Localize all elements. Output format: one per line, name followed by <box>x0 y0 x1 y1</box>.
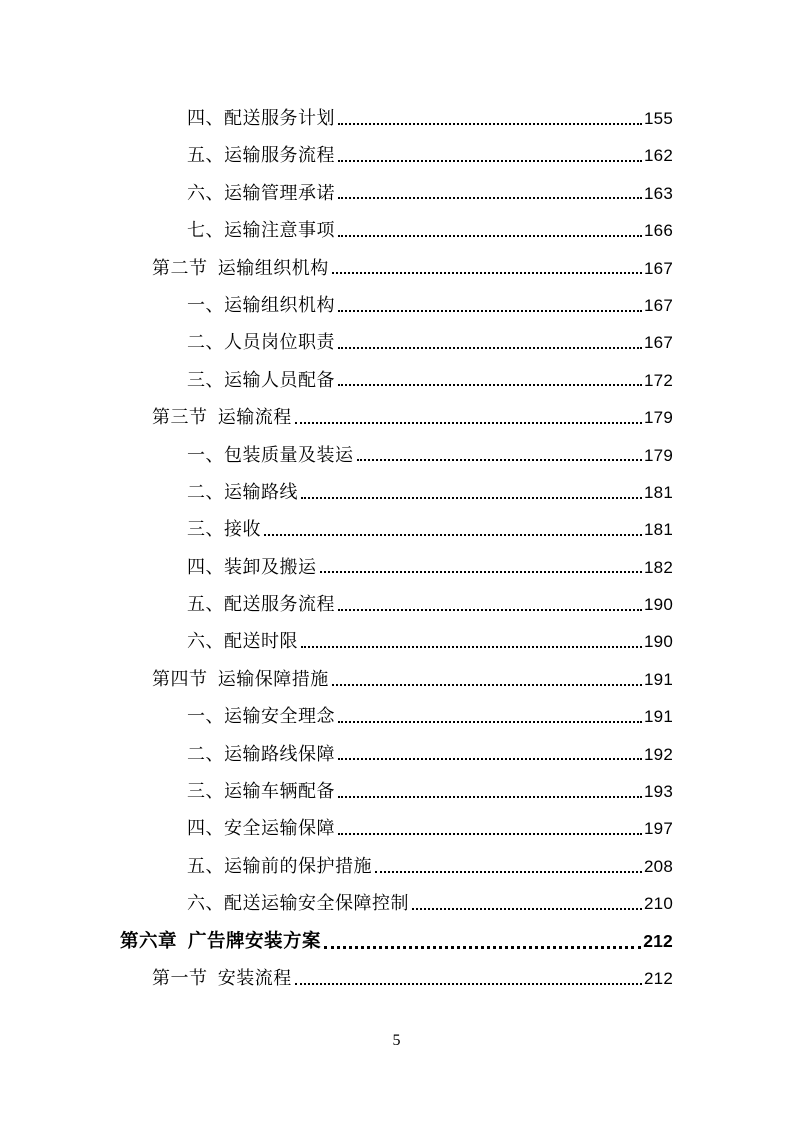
toc-entry-page: 167 <box>644 333 673 353</box>
toc-entry-title: 二、运输路线保障 <box>187 743 335 765</box>
toc-entry-page: 191 <box>644 707 673 727</box>
toc-dot-leader <box>320 553 643 573</box>
toc-dot-leader <box>338 815 642 835</box>
toc-entry[interactable] <box>0 212 793 249</box>
toc-entry-title: 第三节 运输流程 <box>152 407 292 429</box>
toc-entry-page: 181 <box>644 482 673 502</box>
toc-entry-title: 七、运输注意事项 <box>187 220 335 242</box>
toc-entry-title: 一、运输安全理念 <box>187 706 335 728</box>
toc-entry-page: 179 <box>644 445 673 465</box>
toc-dot-leader <box>338 217 642 237</box>
toc-dot-leader <box>338 703 642 723</box>
toc-entry-page: 190 <box>644 595 673 615</box>
toc-entry[interactable] <box>0 324 793 361</box>
toc-dot-leader <box>338 142 642 162</box>
toc-entry-page: 193 <box>644 782 673 802</box>
toc-entry[interactable] <box>0 511 793 548</box>
toc-dot-leader <box>338 292 642 312</box>
toc-entry-title: 四、配送服务计划 <box>187 108 335 129</box>
table-of-contents <box>0 100 793 997</box>
toc-entry-page: 191 <box>644 669 673 689</box>
toc-entry[interactable] <box>0 810 793 847</box>
toc-entry-page: 167 <box>644 258 673 278</box>
toc-entry[interactable] <box>0 549 793 586</box>
toc-entry-title: 一、包装质量及装运 <box>187 444 354 466</box>
toc-entry-title: 第四节 运输保障措施 <box>152 668 329 690</box>
toc-entry-title: 六、配送运输安全保障控制 <box>187 893 409 915</box>
toc-entry-title: 第六章 广告牌安装方案 <box>120 930 321 952</box>
toc-dot-leader <box>301 479 642 499</box>
toc-entry[interactable] <box>0 137 793 174</box>
toc-entry-page: 208 <box>644 856 673 876</box>
toc-entry-page: 182 <box>644 557 673 577</box>
toc-entry-page: 155 <box>644 109 673 128</box>
toc-entry[interactable] <box>0 474 793 511</box>
toc-entry-page: 190 <box>644 632 673 652</box>
toc-dot-leader <box>295 965 642 985</box>
toc-entry[interactable] <box>0 923 793 960</box>
toc-entry-title: 二、人员岗位职责 <box>187 332 335 354</box>
toc-entry-title: 二、运输路线 <box>187 481 298 503</box>
toc-entry-title: 三、运输人员配备 <box>187 369 335 391</box>
toc-entry-page: 192 <box>644 744 673 764</box>
toc-entry[interactable] <box>0 287 793 324</box>
toc-entry-title: 六、配送时限 <box>187 631 298 653</box>
toc-entry-page: 166 <box>644 221 673 241</box>
toc-entry-title: 第二节 运输组织机构 <box>152 257 329 279</box>
toc-dot-leader <box>332 666 642 686</box>
toc-entry[interactable] <box>0 175 793 212</box>
toc-entry-title: 六、运输管理承诺 <box>187 182 335 204</box>
toc-dot-leader <box>375 853 642 873</box>
toc-entry-title: 三、运输车辆配备 <box>187 781 335 803</box>
toc-dot-leader <box>357 441 643 461</box>
toc-entry[interactable] <box>0 623 793 660</box>
toc-entry[interactable] <box>0 736 793 773</box>
toc-entry-page: 179 <box>644 408 673 428</box>
toc-entry-title: 五、运输服务流程 <box>187 145 335 167</box>
toc-dot-leader <box>338 179 642 199</box>
toc-entry-page: 167 <box>644 295 673 315</box>
toc-entry-page: 172 <box>644 370 673 390</box>
toc-dot-leader <box>295 404 642 424</box>
toc-entry-page: 212 <box>643 930 673 951</box>
page-number: 5 <box>392 1032 401 1049</box>
toc-entry-page: 163 <box>644 183 673 203</box>
toc-entry-page: 162 <box>644 146 673 166</box>
toc-entry[interactable] <box>0 960 793 997</box>
toc-entry[interactable] <box>0 661 793 698</box>
toc-entry-title: 第一节 安装流程 <box>152 967 292 989</box>
toc-dot-leader <box>338 740 642 760</box>
toc-dot-leader <box>412 890 642 910</box>
toc-entry-title: 四、安全运输保障 <box>187 818 335 840</box>
toc-dot-leader <box>338 591 642 611</box>
toc-entry-title: 五、配送服务流程 <box>187 594 335 616</box>
toc-entry[interactable] <box>0 848 793 885</box>
toc-entry[interactable] <box>0 399 793 436</box>
toc-entry[interactable] <box>0 437 793 474</box>
toc-dot-leader <box>332 254 642 274</box>
toc-entry[interactable] <box>0 362 793 399</box>
toc-entry[interactable] <box>0 698 793 735</box>
toc-entry-title: 一、运输组织机构 <box>187 294 335 316</box>
toc-entry-page: 197 <box>644 819 673 839</box>
toc-entry-title: 四、装卸及搬运 <box>187 556 317 578</box>
toc-dot-leader <box>338 105 642 125</box>
toc-dot-leader <box>338 329 642 349</box>
toc-entry-title: 五、运输前的保护措施 <box>187 855 372 877</box>
toc-dot-leader <box>301 628 642 648</box>
toc-entry[interactable] <box>0 885 793 922</box>
toc-entry[interactable] <box>0 250 793 287</box>
toc-dot-leader <box>264 516 642 536</box>
toc-dot-leader <box>338 366 642 386</box>
toc-entry[interactable] <box>0 100 793 137</box>
toc-dot-leader <box>324 928 641 949</box>
toc-dot-leader <box>338 778 642 798</box>
toc-entry-page: 210 <box>644 894 673 914</box>
toc-entry-title: 三、接收 <box>187 519 261 541</box>
toc-entry-page: 181 <box>644 520 673 540</box>
toc-entry[interactable] <box>0 773 793 810</box>
toc-entry-page: 212 <box>644 968 673 988</box>
toc-entry[interactable] <box>0 586 793 623</box>
